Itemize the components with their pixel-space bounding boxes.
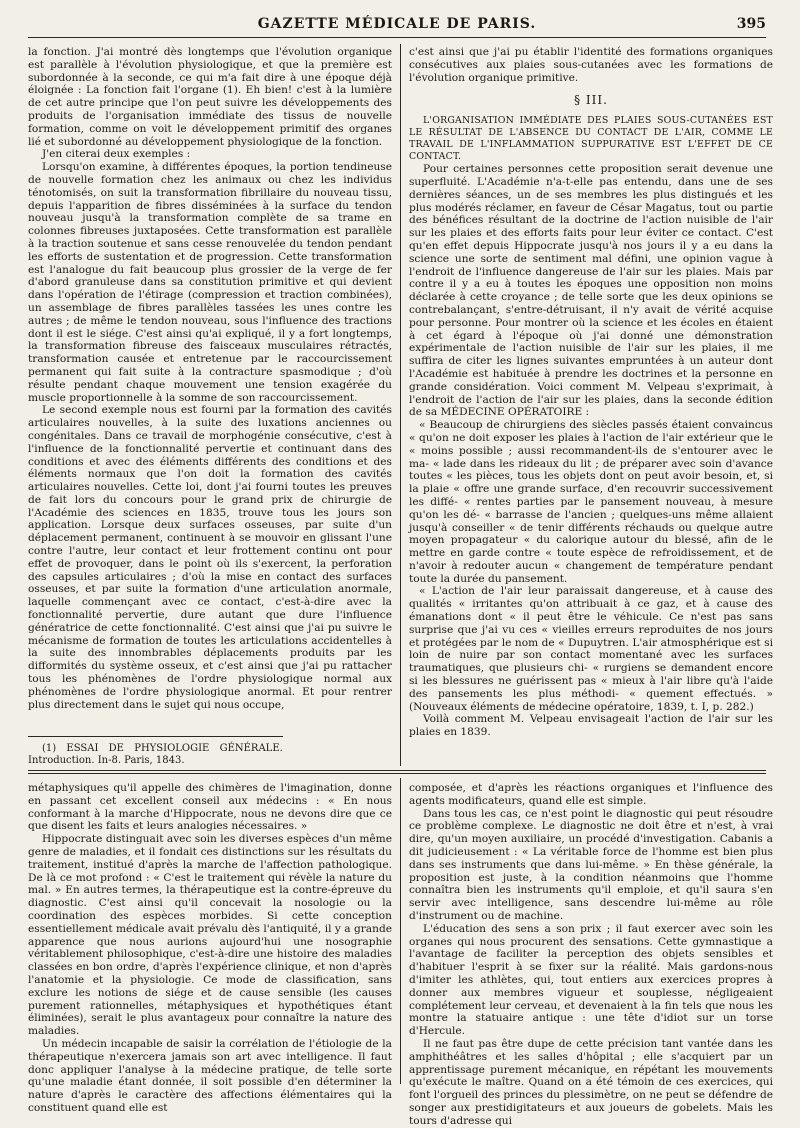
footnote-wrap xyxy=(28,736,392,767)
paragraph: L'éducation des sens a son prix ; il faut exercer avec soin les organes qui nous procurent des sensations. Cette gymnastique a l'avantage de faciliter la perception des objets sensibles et d'habituer l'esprit à se fixer sur la réalité. Mais gardons-nous d'imiter les athlètes, qui, tout entiers aux exercices propres à donner aux membres vigueur et souplesse, négligeaient complétement leur cerveau, et devenaient à la fin tels que nous les montre la statuaire antique : une tête d'idiot sur un torse d'Hercule. xyxy=(409,922,773,1038)
page-header xyxy=(28,16,766,36)
page-number: 395 xyxy=(736,16,766,32)
footnote-block xyxy=(28,736,392,767)
paragraph: J'en citerai deux exemples : xyxy=(42,148,191,161)
column-bottom-left xyxy=(28,782,392,1114)
paragraph: métaphysiques qu'il appelle des chimères de l'imagination, donne en passant cet excellent conseil aux médecins : « En nous conformant à la marche d'Hippocrate, nous ne devons dire que ce que disent les faits et leurs analogies nécessaires. » xyxy=(28,782,392,833)
mid-rule-double xyxy=(28,773,766,774)
column-top-right xyxy=(409,46,773,764)
paragraph: la fonction. J'ai montré dès longtemps que l'évolution organique est parallèle à l'évolution physiologique, et que la première est subordonnée à la seconde, ce qui m'a fait dire à une époque déjà éloignée : La fonction fait l'organe (1). Eh bien! c'est à la lumière de cet autre principe que l'on peut suivre les développements des produits de l'organisation immédiate des tissus de nouvelle formation, comme on voit le développement primitif des organes lié et subordonné au développement physiologique de la fonction. xyxy=(28,46,392,148)
section-title: § III. xyxy=(574,93,608,108)
paragraph: Il ne faut pas être dupe de cette précision tant vantée dans les amphithéâtres et les salles d'hôpital ; elle s'acquiert par un apprentissage purement mécanique, en répétant les mouvements qu'exécute le maître. Quand on a été témoin de ces exercices, qui font l'orgueil des princes du plessimètre, on ne peut se défendre de songer aux prestidigitateurs et aux joueurs de gobelets. Mais les tours d'adresse qui xyxy=(409,1037,773,1127)
closing-paragraph: Voilà comment M. Velpeau envisageait l'action de l'air sur les plaies en 1839. xyxy=(409,713,773,739)
paragraph: Pour certaines personnes cette proposition serait devenue une superfluité. L'Académie n'a-t-elle pas entendu, dans une de ses dernières séances, un de ses membres les plus distingués et les plus modérés réclamer, en faveur de César Magatus, tout ou partie des bénéfices résultant de la doctrine de l'action nuisible de l'air sur les plaies et des efforts faits pour leur éviter ce contact. C'est qu'en effet depuis Hippocrate jusqu'à nos jours il y a eu dans la science une sorte de sentiment mal défini, une opinion vague à l'endroit de l'influence dangereuse de l'air sur les plaies. Mais par contre il y a eu à toutes les époques une opposition non moins déclarée à cette croyance ; de telle sorte que les deux opinions se contrebalançant, s'entre-détruisant, il n'y avait de vérité acquise pour personne. Pour montrer où la science et les écoles en étaient à cet égard à l'époque où j'ai donné une démonstration expérimentale de l'action nuisible de l'air sur les plaies, il me suffira de citer les lignes suivantes empruntées à un auteur dont l'Académie est habituée à prendre les doctrines et la personne en grande considération. Voici comment M. Velpeau s'exprimait, à l'endroit de l'action de l'air sur les plaies, dans la seconde édition de sa MÉDECINE OPÉRATOIRE : xyxy=(409,163,773,419)
header-rule xyxy=(28,37,766,38)
quote-paragraph: « Beaucoup de chirurgiens des siècles passés étaient convaincus « qu'on ne doit exposer les plaies à l'action de l'air extérieur que le « moins possible ; aussi recommandent-ils de s'entourer avec le ma- « lade dans les rideaux du lit ; de préparer avec soin d'avance toutes « les pièces, tous les objets dont on peut avoir besoin, et, si la plaie « offre une grande surface, d'en recouvrir successivement les diffé- « rentes parties par le pansement nouveau, à mesure qu'on les dé- « barrasse de l'ancien ; quelques-uns même allaient jusqu'à conseiller « de tenir différents réchauds ou quelque autre moyen propagateur « du calorique autour du blessé, afin de le mettre en garde contre « toute espèce de refroidissement, et de n'avoir à redouter aucun « changement de température pendant toute la durée du pansement. xyxy=(409,419,773,585)
quote-paragraph: « L'action de l'air leur paraissait dangereuse, et à cause des qualités « irritantes qu'on attribuait à ce gaz, et à cause des émanations dont « il peut être le véhicule. Ce n'est pas sans surprise que j'ai vu ces « vieilles erreurs reproduites de nos jours et protégées par le nom de « Dupuytren. L'air atmosphérique est si loin de nuire par son contact momentané avec les surfaces traumatiques, que plusieurs chi- « rurgiens se demandent encore si les blessures ne guérissent pas « mieux à l'air libre qu'à l'aide des pansements les plus méthodi- « quement effectués. » (Nouveaux éléments de médecine opératoire, 1839, t. I, p. 282.) xyxy=(409,585,773,713)
section-heading: L'ORGANISATION IMMÉDIATE DES PLAIES SOUS-CUTANÉES EST LE RÉSULTAT DE L'ABSENCE DU CONTACT DE L'AIR, COMME LE TRAVAIL DE L'INFLAMMATION SUPPURATIVE EST L'EFFET DE CE CONTACT. xyxy=(409,115,773,163)
velpeau-quote xyxy=(409,419,773,713)
paragraph: Le second exemple nous est fourni par la formation des cavités articulaires nouvelles, à la suite des luxations anciennes ou congénitales. Dans ce travail de morphogénie consécutive, c'est à l'influence de la fonctionnalité pervertie et continuant dans des conditions et avec des éléments différents des conditions et des éléments normaux que l'on doit la formation des cavités articulaires nouvelles. Cette loi, dont j'ai fourni toutes les preuves de fait lors du concours pour le grand prix de chirurgie de l'Académie des sciences en 1835, trouve tous les jours son application. Lorsque deux surfaces osseuses, par suite d'un déplacement permanent, continuent à se mouvoir en glissant l'une contre l'autre, leur contact et leur frottement continu ont pour effet de provoquer, dans le point où ils s'exercent, la perforation des capsules articulaires ; d'où la mise en contact des surfaces osseuses, et par suite la formation d'une articulation anormale, laquelle commençant avec ce contact, c'est-à-dire avec la fonctionnalité pervertie, dure autant que dure l'influence génératrice de cette fonctionnalité. C'est ainsi que j'ai pu suivre le mécanisme de formation de toutes les articulations accidentelles à la suite des innombrables déplacements produits par les difformités du système osseux, et c'est ainsi que j'ai pu rattacher tous les phénomènes de l'ordre physiologique normal aux phénomènes de l'ordre physiologique anormal. Et pour rentrer plus directement dans le sujet qui nous occupe, xyxy=(28,404,392,711)
column-top-left xyxy=(28,46,392,760)
intro-paragraph: c'est ainsi que j'ai pu établir l'identité des formations organiques consécutives aux plaies sous-cutanées avec les formations de l'évolution organique primitive. xyxy=(409,46,773,84)
mid-rule xyxy=(28,770,766,771)
paragraph: Hippocrate distinguait avec soin les diverses espèces d'un même genre de maladies, et il fondait ces distinctions sur les résultats du traitement, institué d'après la marche de l'affection pathologique. De là ce mot profond : « C'est le traitement qui révèle la nature du mal. » En autres termes, la thérapeutique est la contre-épreuve du diagnostic. C'est ainsi qu'il concevait la nosologie ou la coordination des espèces morbides. Si cette conception essentiellement médicale avait prévalu dès l'antiquité, il y a grande apparence que nous aurions aujourd'hui une nosographie véritablement philosophique, c'est-à-dire une histoire des maladies classées en bon ordre, d'après l'expérience clinique, et non d'après l'anatomie et la physiologie. Ce mode de classification, sans exclure les notions de siége et de cause sensible (les causes purement rationnelles, métaphysiques et hypothétiques étant éliminées), serait le plus avantageux pour connaître la nature des maladies. xyxy=(28,833,392,1038)
column-divider-bottom xyxy=(400,778,401,1084)
column-divider-top xyxy=(400,44,401,766)
paragraph: Dans tous les cas, ce n'est point le diagnostic qui peut résoudre ce problème complexe. Le diagnostic ne doit être et n'est, à vrai dire, qu'un moyen auxiliaire, un procédé d'investigation. Cabanis a dit judicieusement : « La véritable force de l'homme est bien plus dans ses instruments que dans lui-même. » En thèse générale, la proposition est juste, à la condition néanmoins que l'homme connaîtra bien les instruments qu'il emploie, et qu'il saura s'en servir avec intelligence, sans descendre lui-même au rôle d'instrument ou de machine. xyxy=(409,807,773,922)
footnote: (1) ESSAI DE PHYSIOLOGIE GÉNÉRALE. Introduction. In-8. Paris, 1843. xyxy=(28,736,283,767)
paragraph: composée, et d'après les réactions organiques et l'influence des agents modificateurs, quand elle est simple. xyxy=(409,782,773,807)
paragraph: Lorsqu'on examine, à différentes époques, la portion tendineuse de nouvelle formation chez les animaux ou chez les individus ténotomisés, on suit la transformation fibrillaire du nouveau tissu, depuis l'apparition de fibres disséminées à la surface du tendon nouveau jusqu'à la transformation complète de sa trame en colonnes fibreuses juxtaposées. Cette transformation est parallèle à la traction soutenue et sans cesse renouvelée du tendon pendant les efforts de sustentation et de progression. Cette transformation est l'analogue du fait beaucoup plus grossier de la verge de fer d'abord granuleuse dans sa constitution primitive et qui devient dans l'opération de l'étirage (compression et traction combinées), un assemblage de fibres parallèles tassées les unes contre les autres ; de même le tendon nouveau, sous l'influence des tractions dont il est le siége. C'est ainsi qu'ai expliqué, il y a fort longtemps, la transformation fibreuse des faisceaux musculaires rétractés, transformation causée et entretenue par le raccourcissement permanent qui fait suite à la contracture spasmodique ; d'où résulte pendant chaque mouvement une tension exagérée du muscle proportionnelle à la somme de son raccourcissement. xyxy=(28,161,392,404)
paragraph: Un médecin incapable de saisir la corrélation de l'étiologie de la thérapeutique n'exercera jamais son art avec intelligence. Il faut donc appliquer l'analyse à la médecine pratique, de telle sorte qu'une maladie étant donnée, il soit possible d'en déterminer la nature d'après le caractère des affections élémentaires qui la constituent quand elle est xyxy=(28,1037,392,1114)
journal-title: GAZETTE MÉDICALE DE PARIS. xyxy=(257,16,537,32)
column-bottom-right xyxy=(409,782,773,1127)
